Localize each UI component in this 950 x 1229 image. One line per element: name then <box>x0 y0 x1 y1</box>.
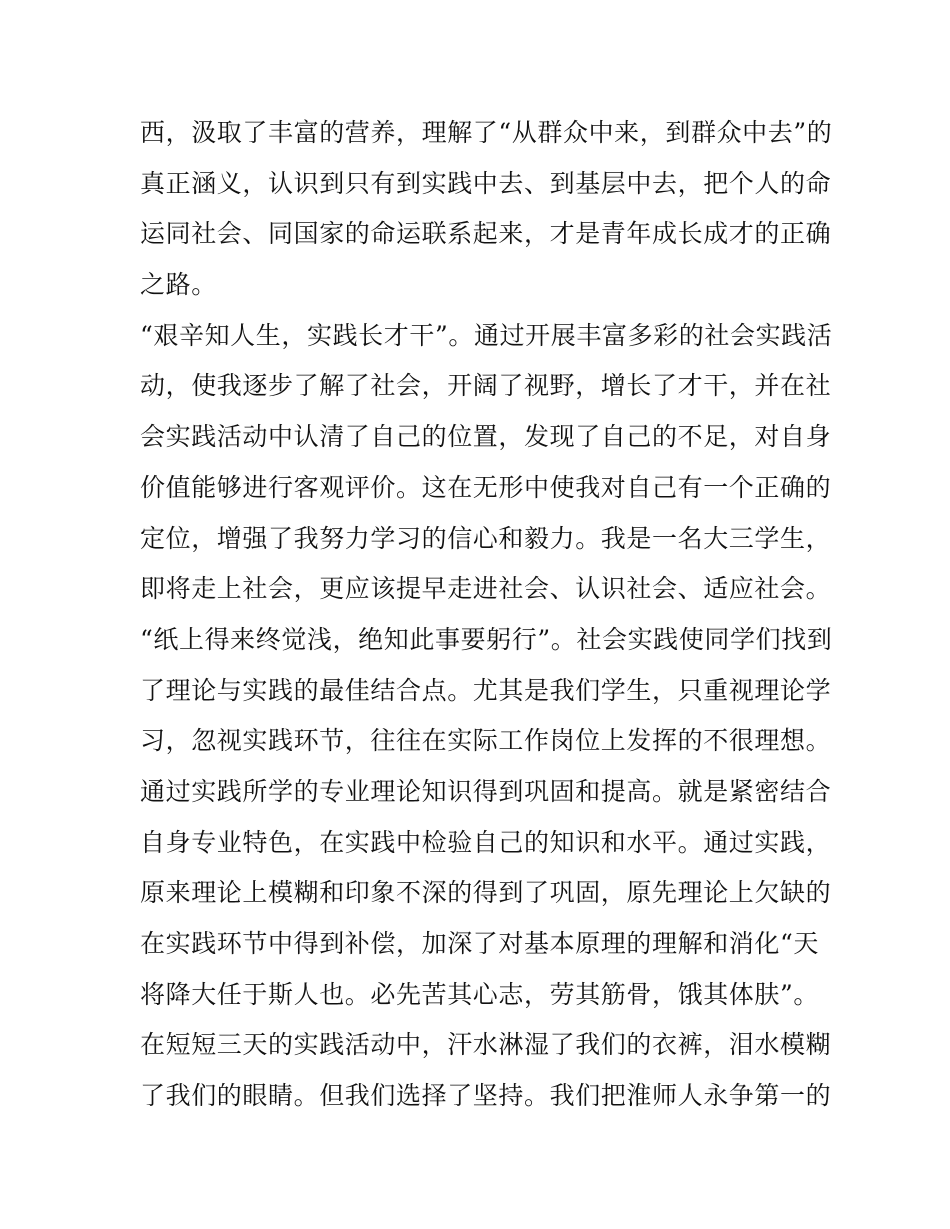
text-line: 动，使我逐步了解了社会，开阔了视野，增长了才干，并在社 <box>140 371 832 401</box>
text-line: “艰辛知人生，实践长才干”。通过开展丰富多彩的社会实践活 <box>140 320 833 350</box>
text-line: 原来理论上模糊和印象不深的得到了巩固，原先理论上欠缺的 <box>140 878 832 908</box>
text-line: “纸上得来终觉浅，绝知此事要躬行”。社会实践使同学们找到 <box>140 624 833 654</box>
text-line: 即将走上社会，更应该提早走进社会、认识社会、适应社会。 <box>140 574 832 604</box>
text-line: 了理论与实践的最佳结合点。尤其是我们学生，只重视理论学 <box>140 675 832 705</box>
text-line: 习，忽视实践环节，往往在实际工作岗位上发挥的不很理想。 <box>140 726 832 756</box>
text-line: 通过实践所学的专业理论知识得到巩固和提高。就是紧密结合 <box>140 776 832 806</box>
text-line: 定位，增强了我努力学习的信心和毅力。我是一名大三学生， <box>140 523 832 553</box>
text-line: 会实践活动中认清了自己的位置，发现了自己的不足，对自身 <box>140 422 832 452</box>
text-line: 运同社会、同国家的命运联系起来，才是青年成长成才的正确 <box>140 219 832 249</box>
text-line: 之路。 <box>140 270 217 300</box>
text-line: 将降大任于斯人也。必先苦其心志，劳其筋骨，饿其体肤”。 <box>140 979 819 1009</box>
text-line: 西，汲取了丰富的营养，理解了“从群众中来，到群众中去”的 <box>140 118 833 147</box>
text-line: 真正涵义，认识到只有到实践中去、到基层中去，把个人的命 <box>140 168 832 198</box>
text-line: 在短短三天的实践活动中，汗水淋湿了我们的衣裤，泪水模糊 <box>140 1030 832 1060</box>
document-body-text <box>140 108 833 1122</box>
text-line: 了我们的眼睛。但我们选择了坚持。我们把淮师人永争第一的 <box>140 1081 832 1111</box>
text-line: 自身专业特色，在实践中检验自己的知识和水平。通过实践， <box>140 827 832 857</box>
text-line: 价值能够进行客观评价。这在无形中使我对自己有一个正确的 <box>140 472 832 502</box>
text-line: 在实践环节中得到补偿，加深了对基本原理的理解和消化“天 <box>140 929 819 958</box>
